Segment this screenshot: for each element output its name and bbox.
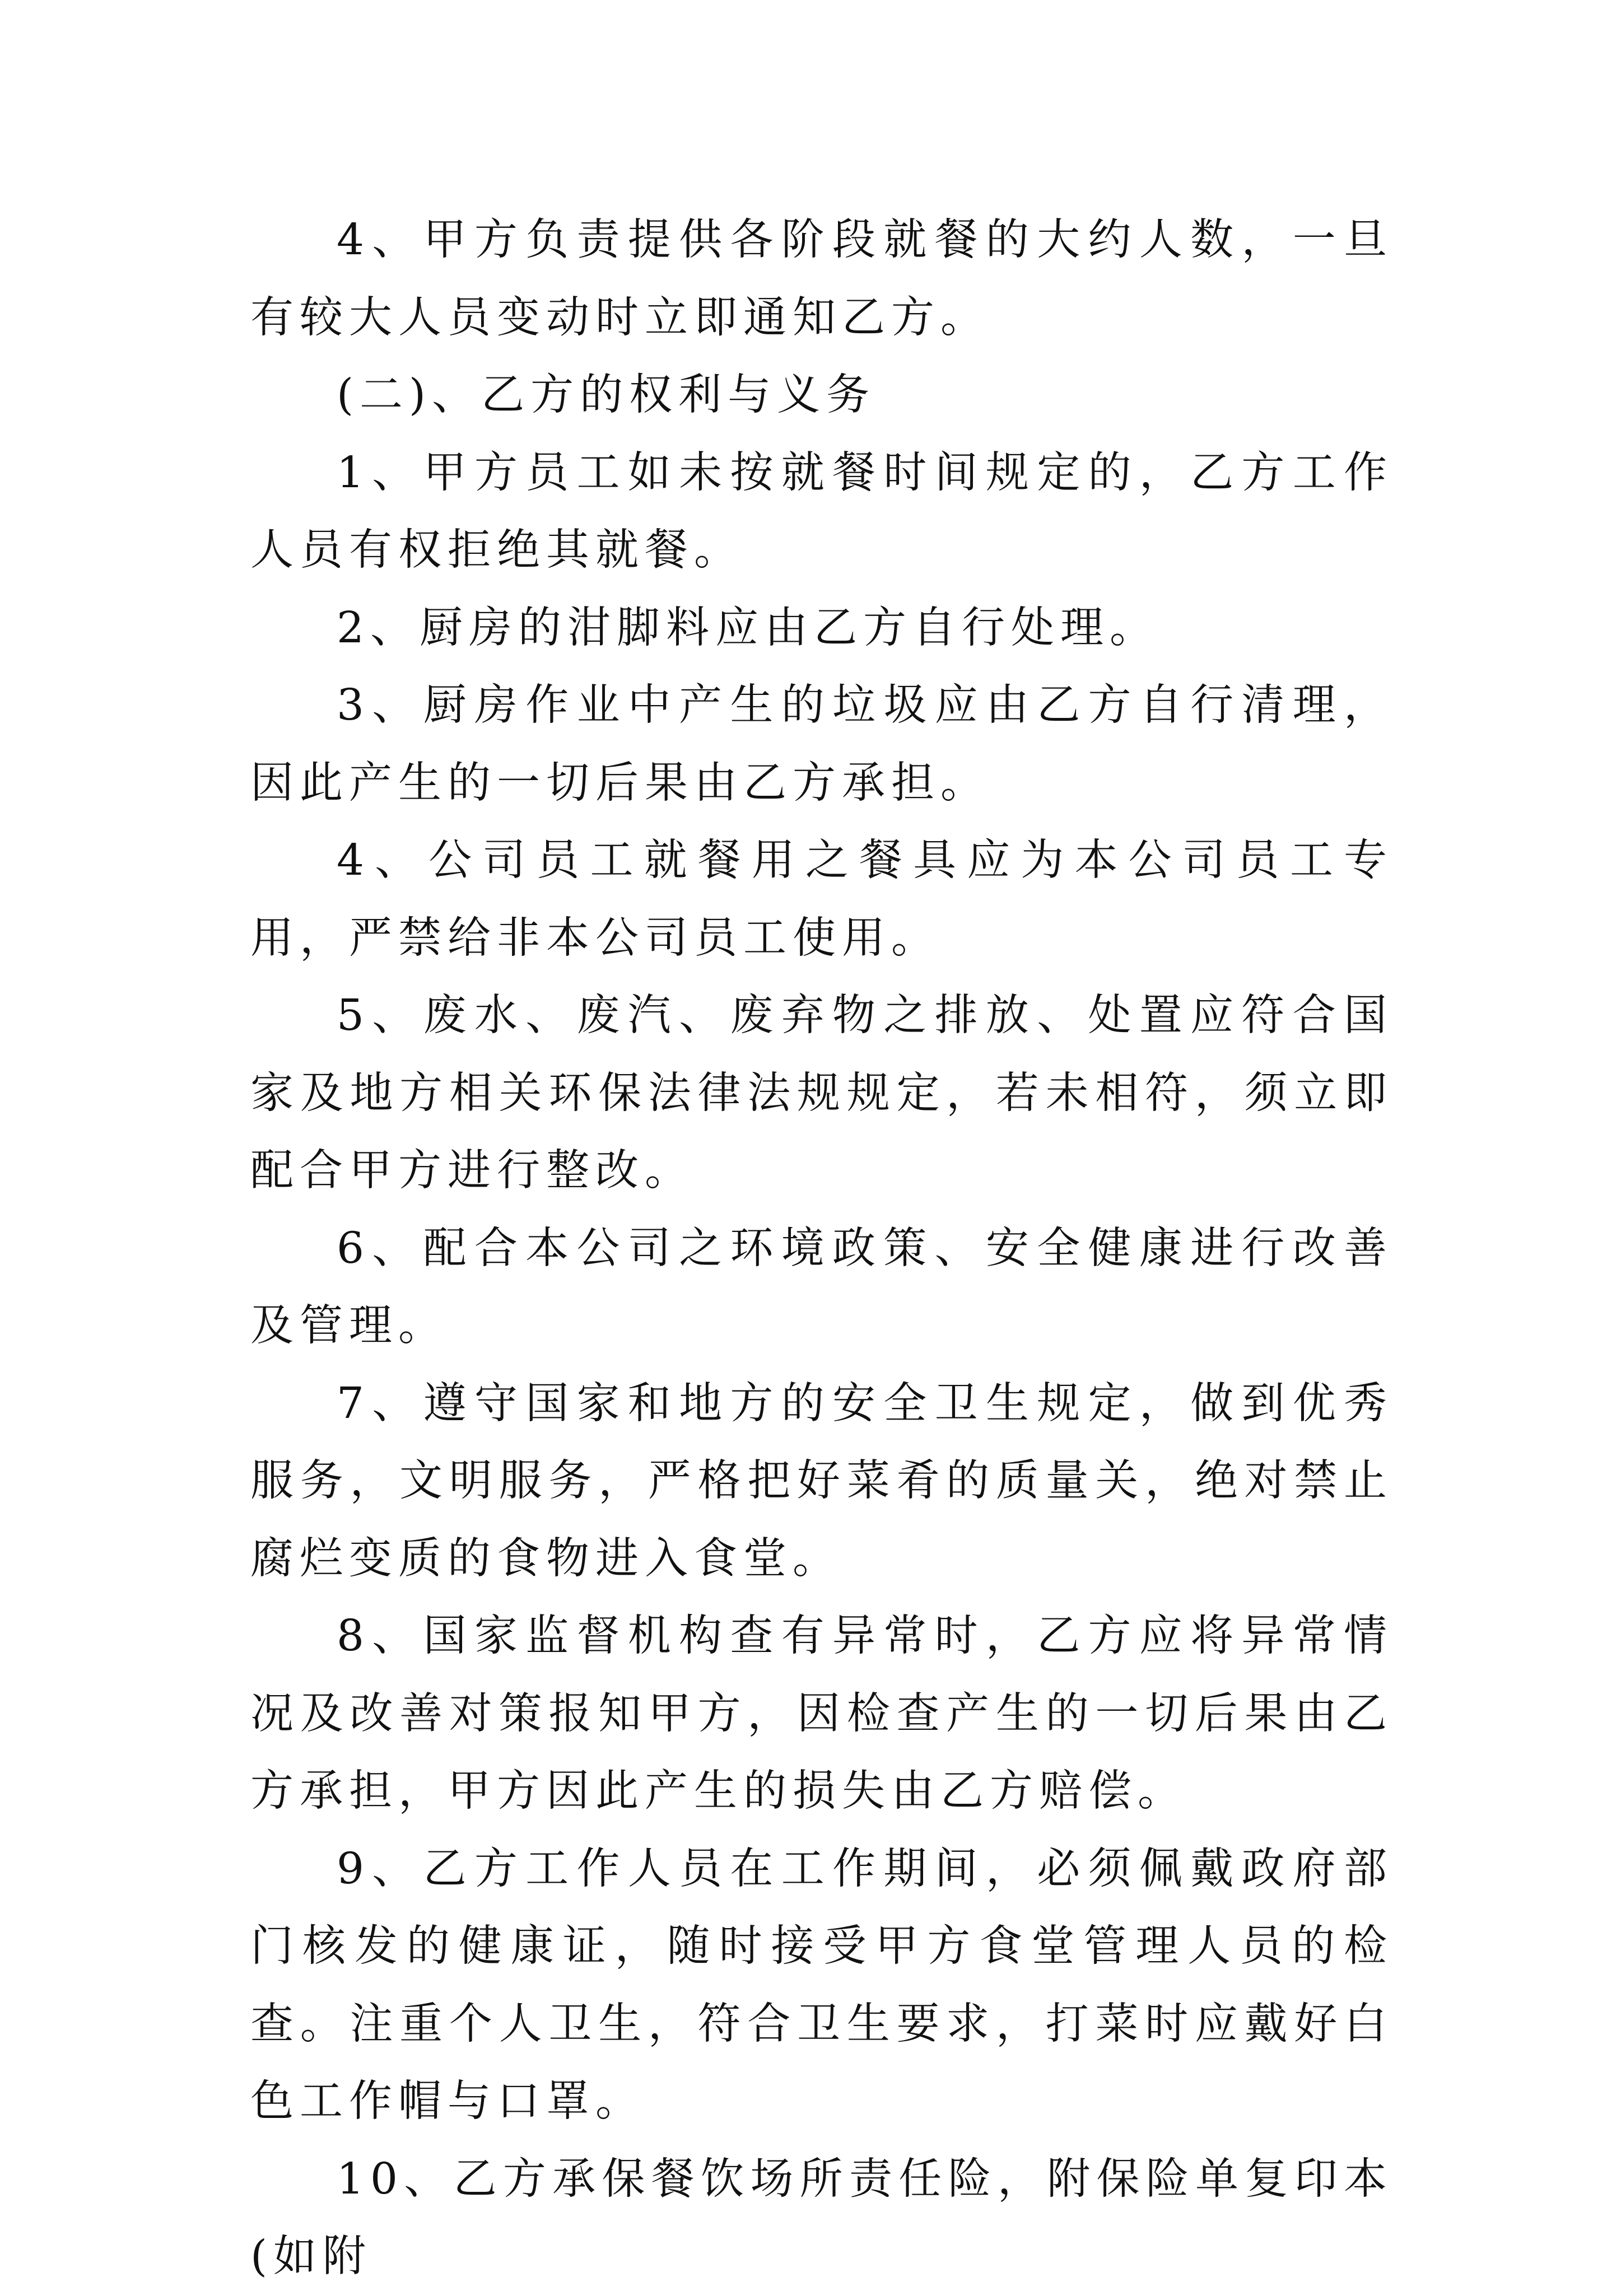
paragraph: 10、乙方承保餐饮场所责任险，附保险单复印本(如附 [250,2154,1393,2281]
paragraph: 6、配合本公司之环境政策、安全健康进行改善及管理。 [250,1223,1393,1351]
paragraph: 4、公司员工就餐用之餐具应为本公司员工专用，严禁给非本公司员工使用。 [250,836,1393,963]
paragraph: 5、废水、废汽、废弃物之排放、处置应符合国家及地方相关环保法律法规规定，若未相符，须立即配合甲方进行整改。 [250,991,1393,1196]
paragraph: 1、甲方员工如未按就餐时间规定的，乙方工作人员有权拒绝其就餐。 [250,447,1393,575]
paragraph: 7、遵守国家和地方的安全卫生规定，做到优秀服务，文明服务，严格把好菜肴的质量关，绝对禁止腐烂变质的食物进入食堂。 [250,1378,1393,1584]
paragraph: 9、乙方工作人员在工作期间，必须佩戴政府部门核发的健康证，随时接受甲方食堂管理人员的检查。注重个人卫生，符合卫生要求，打菜时应戴好白色工作帽与口罩。 [250,1844,1393,2126]
paragraph: 3、厨房作业中产生的垃圾应由乙方自行清理，因此产生的一切后果由乙方承担。 [250,680,1393,808]
paragraph: 4、甲方负责提供各阶段就餐的大约人数，一旦有较大人员变动时立即通知乙方。 [250,215,1393,343]
paragraph: 8、国家监督机构查有异常时，乙方应将异常情况及改善对策报知甲方，因检查产生的一切后果由乙方承担，甲方因此产生的损失由乙方赔偿。 [250,1611,1393,1816]
paragraph: 2、厨房的泔脚料应由乙方自行处理。 [337,603,1159,653]
document-body [250,202,1393,2296]
section-heading: (二)、乙方的权利与义务 [337,370,876,420]
